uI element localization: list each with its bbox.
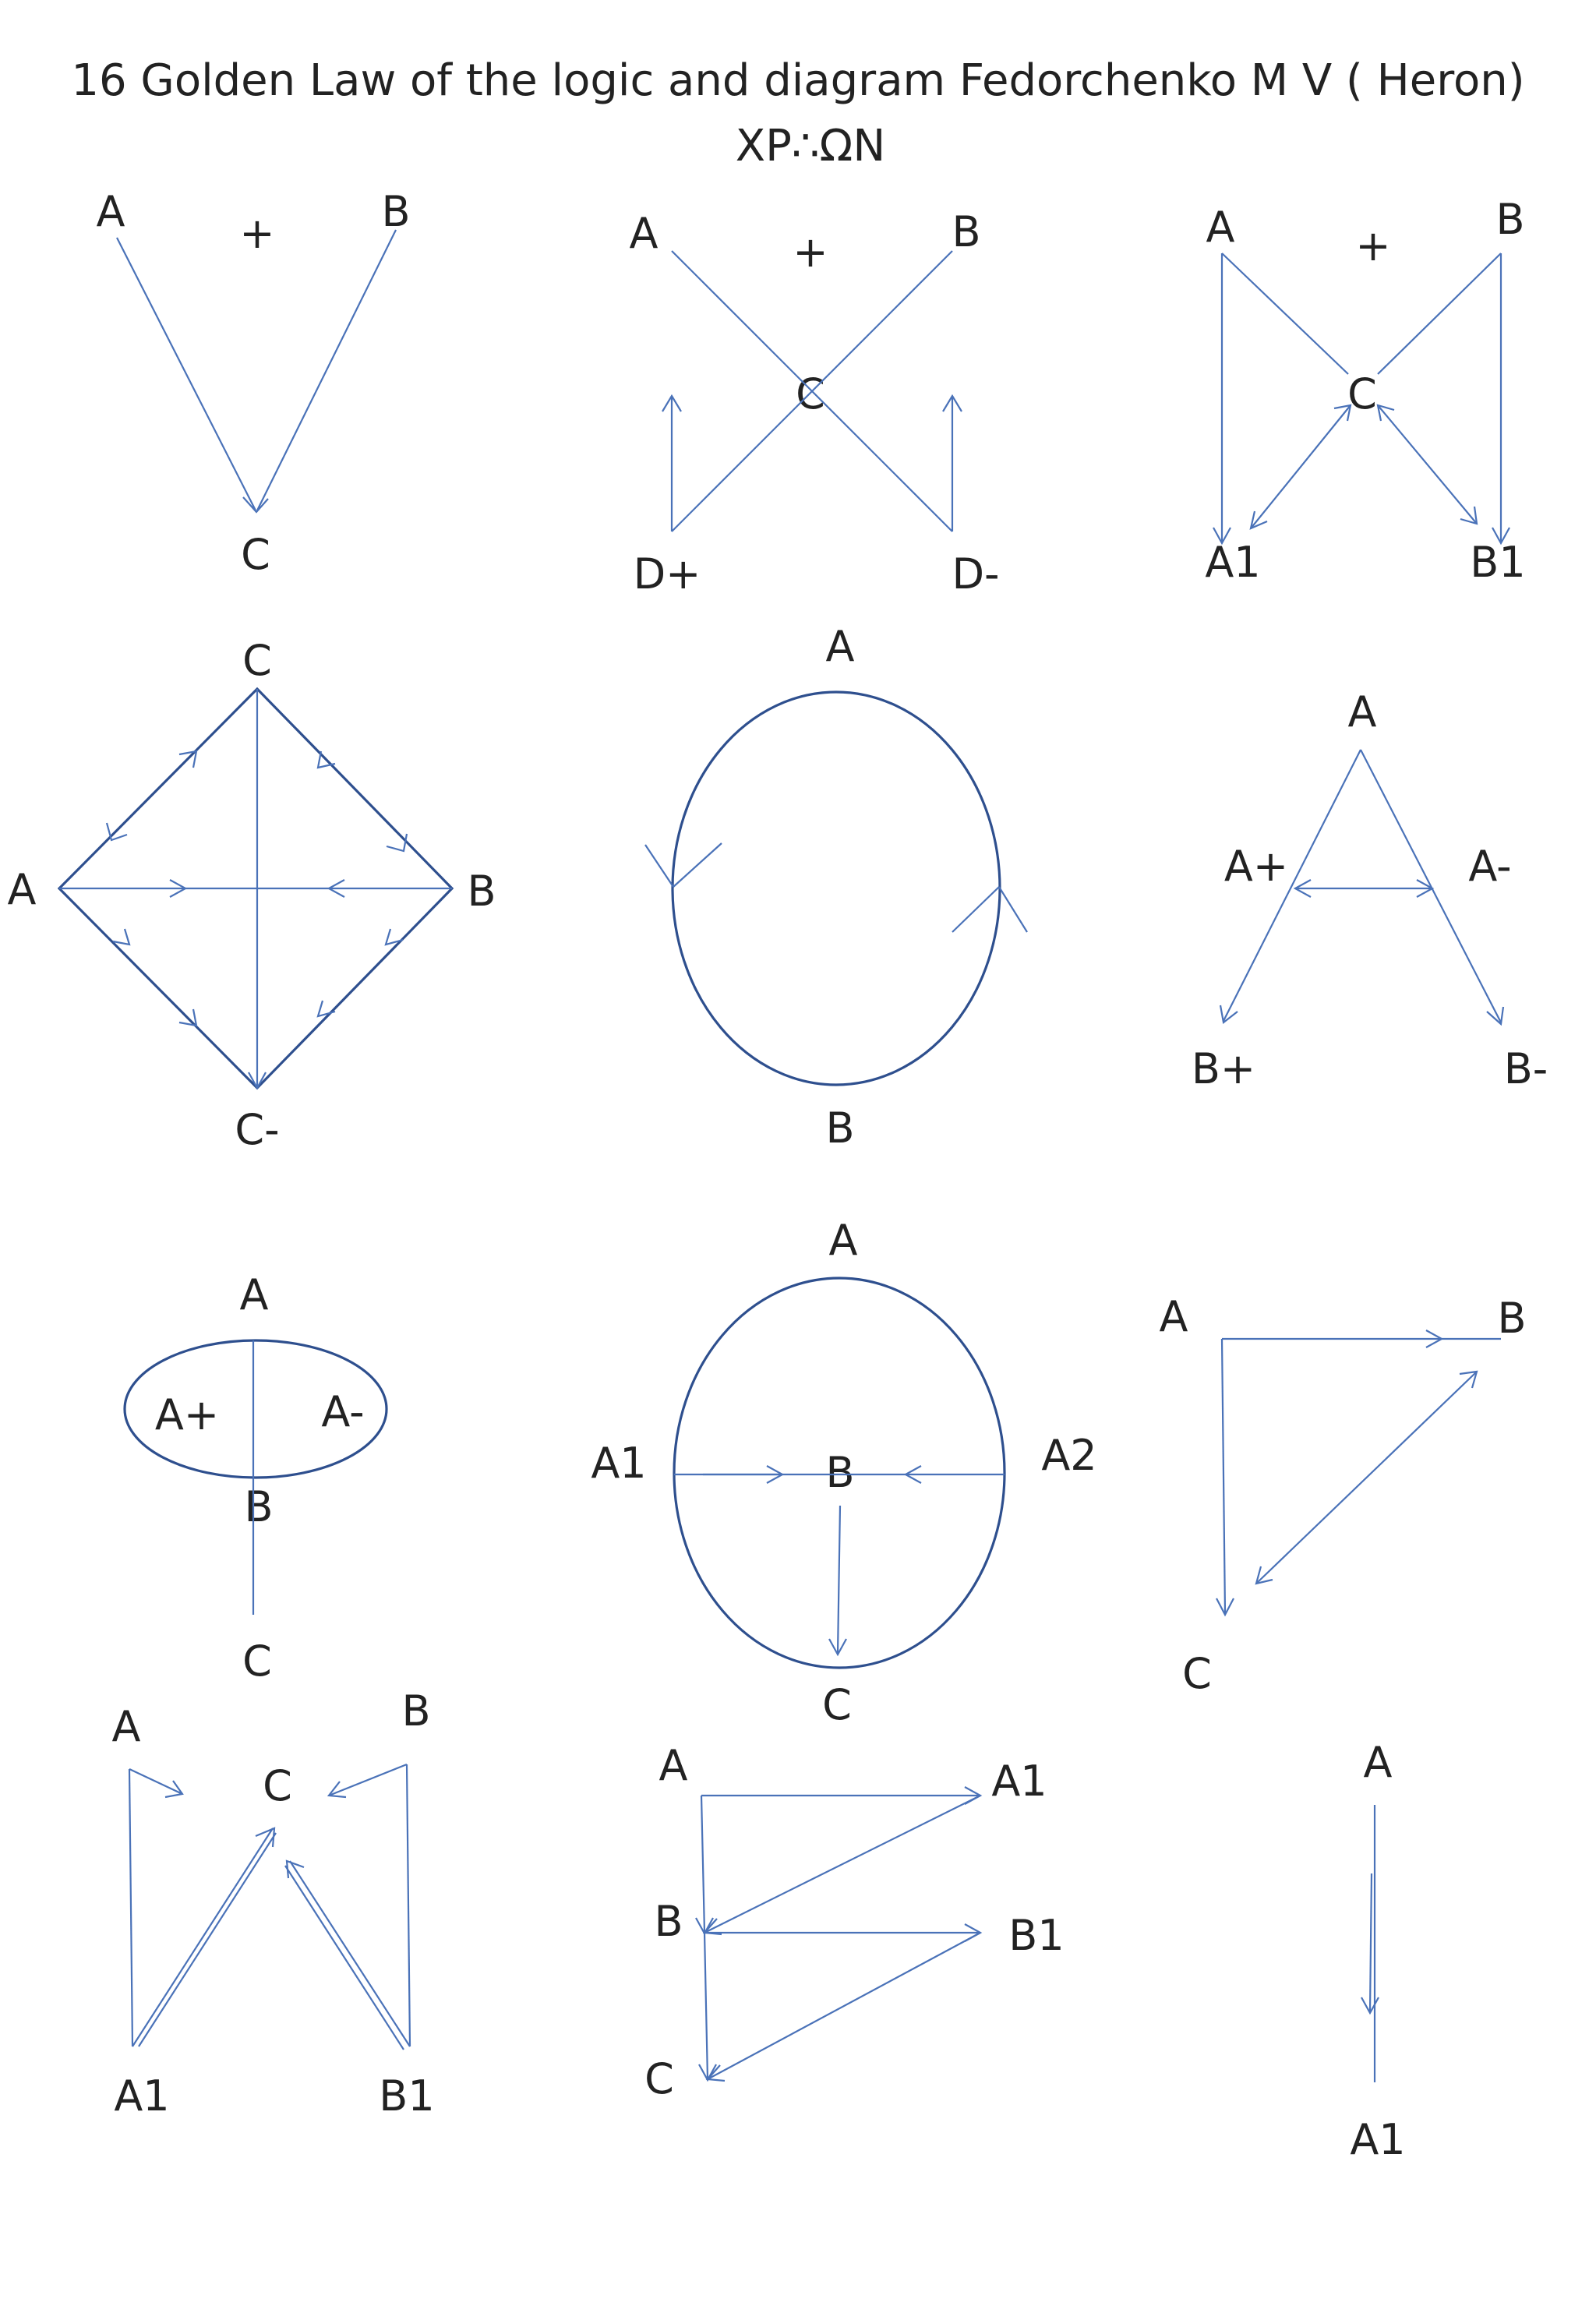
label-b: B xyxy=(1497,1294,1527,1343)
edge-a1-b xyxy=(704,1796,980,1933)
diagram-zigzag xyxy=(644,1741,1065,2103)
edge-c-b1 xyxy=(1378,405,1477,524)
diagram-flat-ellipse xyxy=(125,1270,387,1686)
label-a: A xyxy=(659,1741,688,1790)
edge-b-c xyxy=(838,1506,840,1654)
label-b: B xyxy=(467,867,496,916)
edge-b-c-diagonal xyxy=(1256,1372,1477,1584)
edge-b1-c-parallel xyxy=(285,1866,404,2050)
edge-a1-c-parallel xyxy=(139,1833,276,2046)
label-d-plus: D+ xyxy=(633,549,701,599)
label-c: C xyxy=(241,530,270,579)
label-c: C xyxy=(796,369,825,418)
edge-b-c xyxy=(257,230,396,510)
label-a1: A1 xyxy=(1205,538,1261,587)
label-a: A xyxy=(96,187,125,236)
diagram-hourglass xyxy=(1205,195,1525,587)
label-b-plus: B+ xyxy=(1191,1044,1256,1093)
label-b: B xyxy=(952,207,981,256)
label-plus: + xyxy=(793,228,828,277)
label-a-minus: A- xyxy=(321,1387,365,1436)
arrowhead-b-plus xyxy=(1220,1005,1238,1022)
label-b: B xyxy=(1495,195,1525,244)
label-b: B xyxy=(825,1104,855,1153)
tick-left-a xyxy=(645,845,673,887)
ellipse-outline xyxy=(673,692,1000,1085)
edge-b-b1 xyxy=(407,1764,410,2046)
label-a: A xyxy=(629,209,659,258)
label-a: A xyxy=(825,622,855,671)
label-a: A xyxy=(239,1270,269,1319)
label-b: B xyxy=(654,1897,683,1946)
arrowhead-a-c xyxy=(165,1781,182,1797)
label-a: A xyxy=(1159,1292,1188,1341)
label-a1: A1 xyxy=(591,1439,647,1488)
page-title: 16 Golden Law of the logic and diagram Fedorchenko M V ( Heron) xyxy=(71,55,1525,106)
diagram-diamond xyxy=(8,636,496,1154)
label-b-minus: B- xyxy=(1503,1044,1548,1093)
label-plus: + xyxy=(1355,221,1391,270)
arrowhead-br-lower xyxy=(318,1001,335,1016)
arrowhead-bl-upper xyxy=(113,929,129,945)
edge-a1-c xyxy=(132,1828,273,2046)
edge-b1-c xyxy=(290,1861,410,2046)
edge-a-b xyxy=(701,1796,704,1933)
label-c: C xyxy=(822,1680,852,1729)
arrow-shaft xyxy=(1370,1873,1372,2012)
label-b1: B1 xyxy=(1470,538,1526,587)
diagram-vertical-line xyxy=(1350,1738,1405,2164)
label-d-minus: D- xyxy=(952,549,1000,599)
label-b1: B1 xyxy=(1008,1911,1065,1960)
label-a: A xyxy=(111,1702,141,1751)
label-c-minus: C- xyxy=(235,1105,280,1154)
label-a1: A1 xyxy=(1350,2115,1406,2164)
edge-a1-a xyxy=(129,1769,132,2046)
diagram-v-shape xyxy=(97,187,411,579)
edge-b-c xyxy=(1378,253,1501,374)
diagram-ellipse-convergence xyxy=(591,1216,1096,1729)
label-b: B xyxy=(825,1448,855,1497)
page-subtitle: XP∴ΩN xyxy=(735,121,886,171)
label-a: A xyxy=(7,865,37,914)
edge-a-c xyxy=(117,238,256,510)
label-b: B xyxy=(244,1482,274,1531)
label-a: A xyxy=(1347,687,1377,736)
label-c: C xyxy=(1182,1649,1212,1698)
label-b: B xyxy=(381,187,411,236)
diagram-a-shape xyxy=(1192,687,1548,1093)
label-a: A xyxy=(828,1216,858,1265)
diagram-w-shape xyxy=(112,1686,435,2121)
label-c: C xyxy=(644,2054,674,2103)
label-a: A xyxy=(1206,203,1235,252)
label-plus: + xyxy=(239,209,275,258)
arrowhead-tr-lower xyxy=(387,834,407,851)
label-c: C xyxy=(1347,369,1377,418)
label-a1: A1 xyxy=(114,2071,170,2121)
edge-b-c xyxy=(329,1764,407,1796)
label-b: B xyxy=(401,1686,431,1736)
label-a2: A2 xyxy=(1041,1431,1097,1480)
diagram-x-shape xyxy=(630,207,1000,599)
edge-a1-c xyxy=(1251,405,1351,528)
label-a-plus: A+ xyxy=(154,1390,220,1439)
label-c: C xyxy=(263,1761,292,1810)
label-b1: B1 xyxy=(379,2071,435,2121)
diagram-ellipse-cycle xyxy=(645,622,1027,1153)
label-a-plus: A+ xyxy=(1223,842,1289,891)
label-a-minus: A- xyxy=(1468,842,1512,891)
edge-a-c xyxy=(1222,253,1348,374)
edge-a-c xyxy=(1222,1339,1225,1613)
edge-b1-c xyxy=(708,1933,980,2079)
edge-b-c xyxy=(704,1933,708,2079)
tick-right-a xyxy=(952,887,999,932)
diagram-right-triangle xyxy=(1160,1292,1527,1698)
tick-right-b xyxy=(999,887,1027,932)
label-c: C xyxy=(242,636,272,685)
label-a1: A1 xyxy=(991,1757,1047,1806)
label-c: C xyxy=(242,1637,272,1686)
tick-left-b xyxy=(673,843,722,887)
label-a: A xyxy=(1363,1738,1393,1787)
